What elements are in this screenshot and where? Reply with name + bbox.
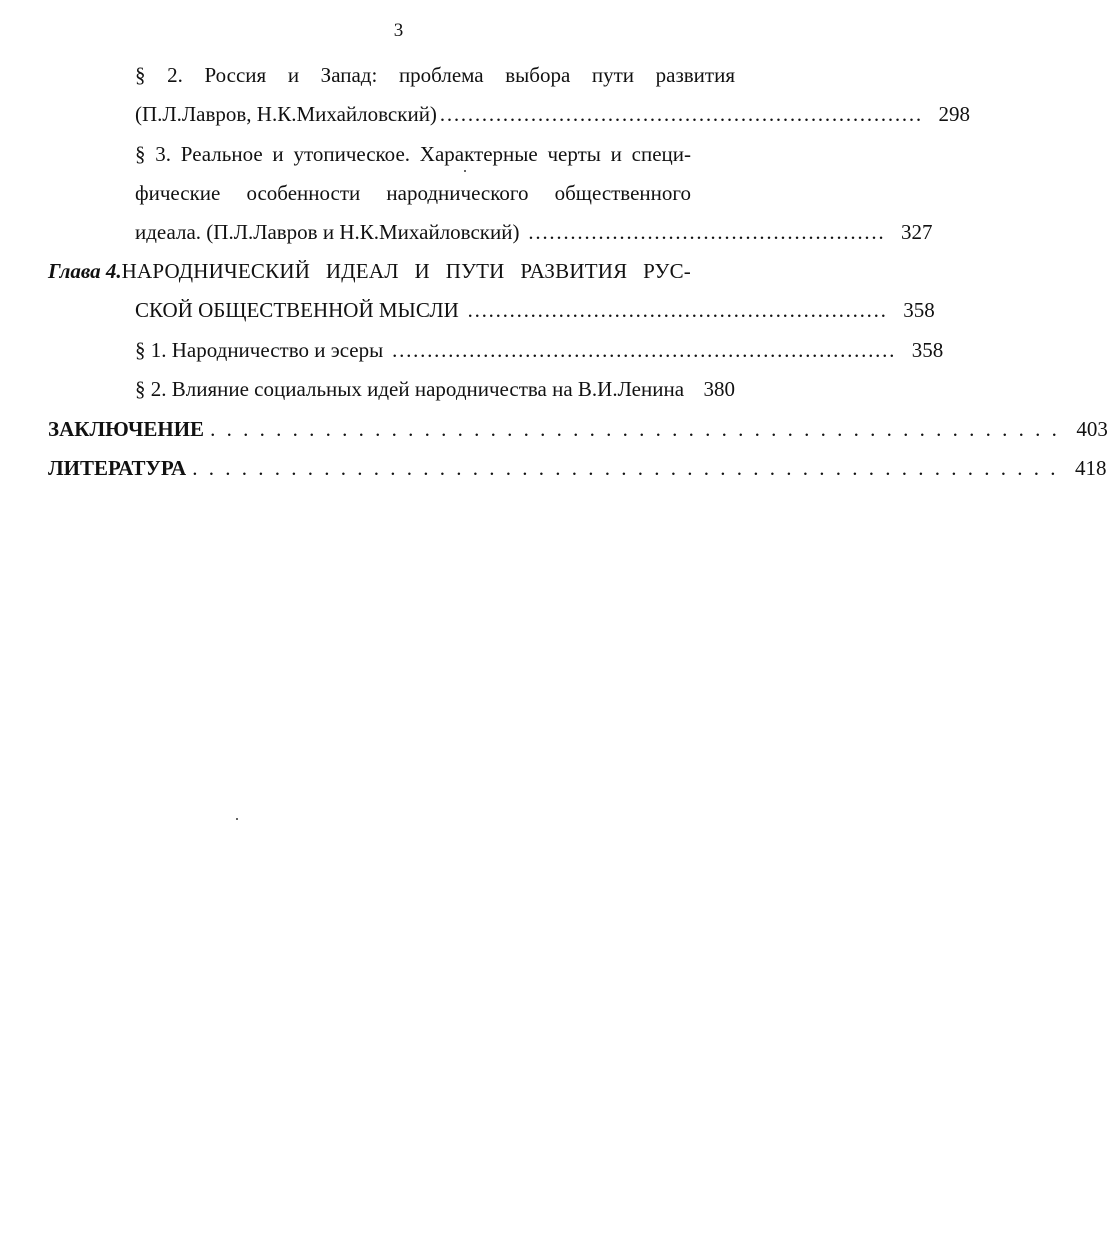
toc-conclusion-page: 403 [1076, 417, 1108, 441]
toc-literature-text: ЛИТЕРАТУРА [48, 456, 187, 480]
toc-entry-ch4-s1-page: 358 [911, 338, 944, 362]
toc-entry-ch4-s2-text: § 2. Влияние социальных идей народничества на В.И.Ленина [135, 377, 685, 401]
toc-entry-s3-line2: фические особенности народнического общественного [135, 181, 691, 205]
leader-dots: . . . . . . . . . . . . . . . . . . . . . . . . . . . . . . . . . . . . . . . . . . . . . . . . . . . . [210, 417, 1060, 441]
toc-entry-s3[interactable] [135, 219, 933, 245]
toc-literature-page: 418 [1074, 456, 1107, 480]
toc-chapter-4-line1[interactable] [48, 258, 691, 284]
toc-entry-s2-page: 298 [938, 102, 970, 126]
toc-entry-ch4-s2-page: 380 [703, 377, 735, 401]
page-number: 3 [393, 20, 404, 41]
leader-dots: …………………………………………… [527, 220, 885, 244]
toc-chapter-4-page: 358 [903, 298, 935, 322]
toc-entry-s3-page: 327 [900, 220, 933, 244]
toc-entry-ch4-s1-text: § 1. Народничество и эсеры [135, 338, 384, 362]
toc-entry-s3-line1: § 3. Реальное и утопическое. Характерные черты и специ- [135, 142, 691, 166]
toc-entry-s2[interactable] [135, 101, 970, 127]
chapter-title-line2: СКОЙ ОБЩЕСТВЕННОЙ МЫСЛИ [135, 298, 459, 322]
toc-literature[interactable] [48, 455, 1107, 481]
scan-speck [464, 170, 466, 172]
toc-conclusion[interactable] [48, 416, 1108, 442]
scan-speck [236, 818, 238, 820]
toc-entry-s2-line2: (П.Л.Лавров, Н.К.Михайловский) [135, 102, 437, 126]
toc-entry-ch4-s2[interactable] [135, 376, 735, 402]
leader-dots: …………………………………………………… [466, 298, 887, 322]
leader-dots: . . . . . . . . . . . . . . . . . . . . . . . . . . . . . . . . . . . . . . . . . . . . . . . . . . . . . [192, 456, 1059, 480]
toc-entry-s2-line1: § 2. Россия и Запад: проблема выбора пути развития [135, 63, 735, 87]
toc-entry-s3-line3: идеала. (П.Л.Лавров и Н.К.Михайловский) [135, 220, 520, 244]
leader-dots: …………………………………………………………… [438, 102, 922, 126]
toc-entry-ch4-s1[interactable] [135, 337, 944, 363]
toc-conclusion-text: ЗАКЛЮЧЕНИЕ [48, 417, 205, 441]
leader-dots: ……………………………………………………………… [391, 338, 896, 362]
toc-chapter-4[interactable] [135, 297, 935, 323]
chapter-title-line1: НАРОДНИЧЕСКИЙ ИДЕАЛ И ПУТИ РАЗВИТИЯ РУС- [121, 259, 691, 283]
chapter-label: Глава 4. [48, 259, 122, 283]
